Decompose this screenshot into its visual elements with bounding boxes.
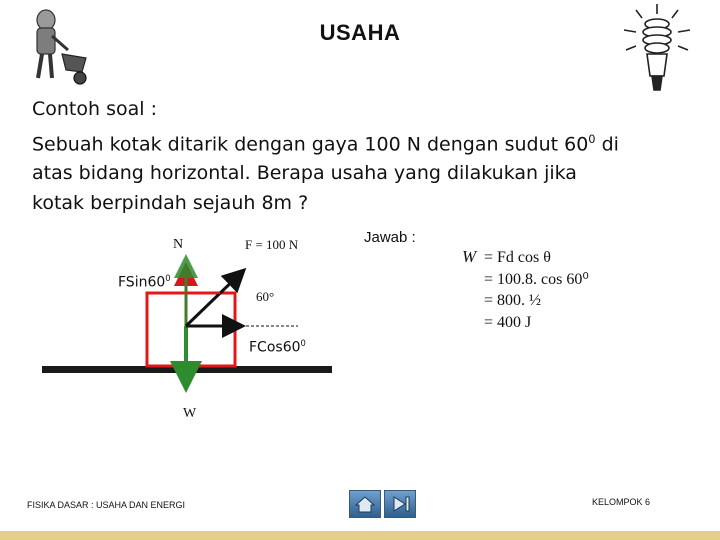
answer-step: = 400 J — [484, 313, 532, 331]
slide-title: USAHA — [319, 20, 401, 45]
label-weight: W — [183, 406, 197, 421]
label-fsin: $FSin60^0$ — [118, 273, 171, 291]
answer-step: = Fd cos θ — [484, 249, 551, 266]
box-object — [147, 293, 235, 366]
answer-heading: Jawab : — [364, 229, 416, 246]
footer-stripe — [0, 531, 720, 540]
answer-lhs: W — [462, 247, 477, 266]
label-fcos: $FCos60^0$ — [249, 338, 306, 356]
answer-steps — [484, 247, 589, 333]
problem-heading: Contoh soal : — [32, 98, 157, 120]
footer-group: KELOMPOK 6 — [592, 497, 651, 507]
next-icon — [385, 491, 415, 517]
answer-step: = 800. ½ — [484, 292, 542, 309]
next-button[interactable] — [384, 490, 416, 518]
problem-line: Sebuah kotak ditarik dengan gaya 100 N dengan sudut $60^0$ di — [32, 131, 619, 155]
footer-course: FISIKA DASAR : USAHA DAN ENERGI — [27, 500, 186, 510]
label-angle: 60° — [256, 289, 275, 304]
problem-line: atas bidang horizontal. Berapa usaha yang dilakukan jika — [32, 162, 577, 185]
home-icon — [350, 491, 380, 517]
home-button[interactable] — [349, 490, 381, 518]
label-force: F = 100 N — [245, 237, 299, 252]
label-normal: N — [173, 237, 184, 252]
problem-line: kotak berpindah sejauh 8m ? — [32, 191, 309, 214]
answer-step: = 100.8. cos 60⁰ — [484, 270, 589, 288]
